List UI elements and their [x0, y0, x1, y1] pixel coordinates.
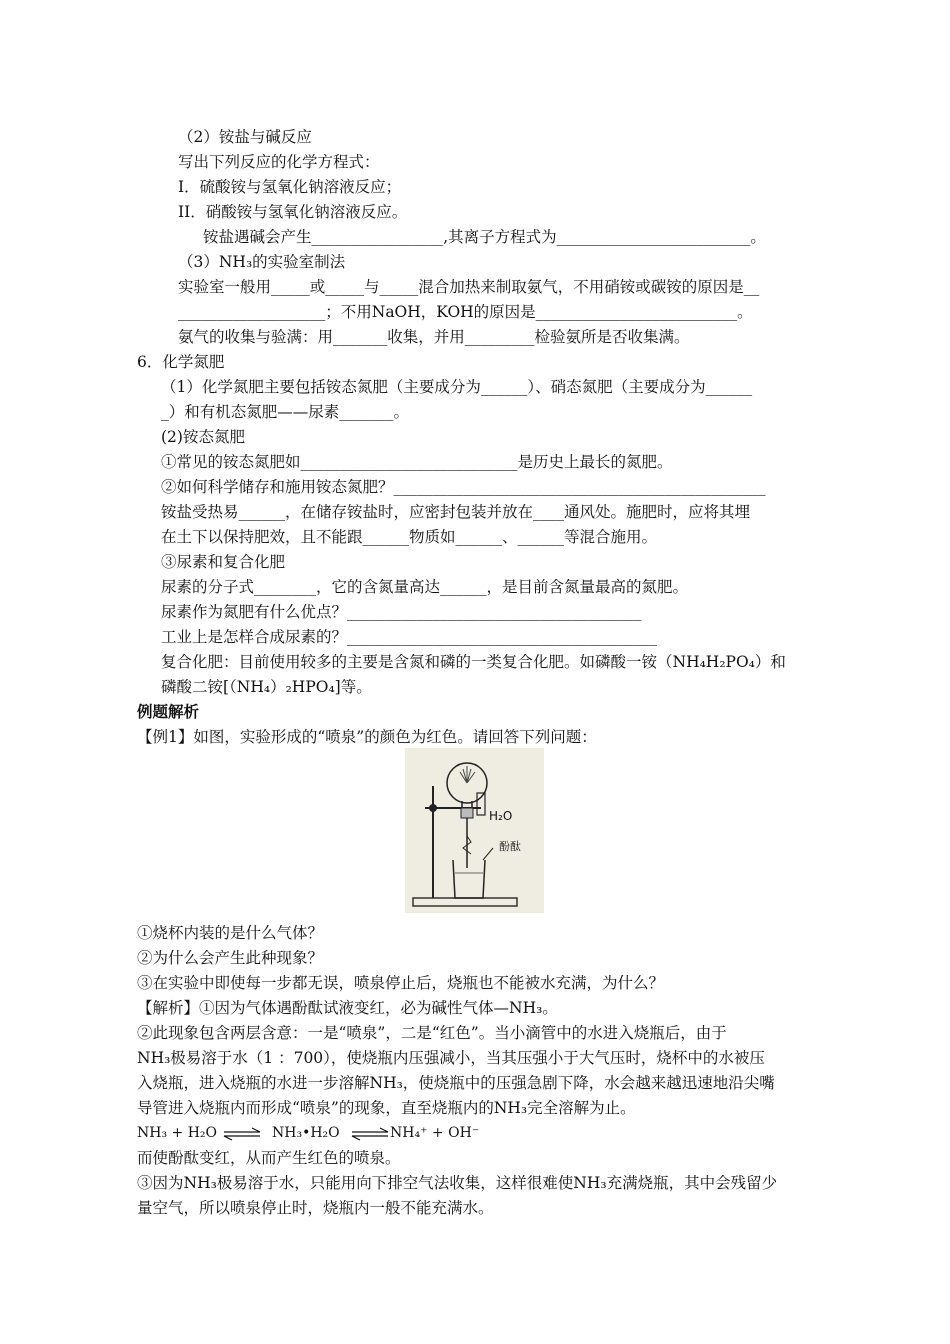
- text-line: 复合化肥：目前使用较多的主要是含氮和磷的一类复合化肥。如磷酸一铵（NH₄H₂PO₄）和: [161, 653, 786, 671]
- fill-in-line: _）和有机态氮肥——尿素_______。: [161, 403, 410, 421]
- text-line: 写出下列反应的化学方程式：: [178, 153, 380, 171]
- section-heading-fertilizer: 6．化学氮肥: [137, 353, 225, 371]
- fill-in-line: （1）化学氮肥主要包括铵态氮肥（主要成分为______）、硝态氮肥（主要成分为______: [161, 378, 753, 396]
- equation-reactants: NH₃ + H₂O: [137, 1125, 218, 1141]
- fill-in-line: 铵盐遇碱会产生_________________,其离子方程式为_________________________。: [203, 228, 766, 246]
- fill-in-line: 尿素的分子式________，它的含氮量高达______，是目前含氮量最高的氮肥。: [161, 578, 689, 596]
- fill-in-line: 工业上是怎样合成尿素的？________________________________________: [161, 628, 658, 646]
- analysis-line: 入烧瓶，进入烧瓶的水进一步溶解NH₃，使烧瓶中的压强急剧下降，水会越来越迅速地沿尖嘴: [137, 1074, 775, 1092]
- fill-in-line: ②如何科学储存和施用铵态氮肥？________________________________________________: [161, 478, 766, 496]
- question-3: ③在实验中即使每一步都无误，喷泉停止后，烧瓶也不能被水充满，为什么？: [137, 974, 665, 992]
- text-line: 磷酸二铵[（NH₄）₂HPO₄]等。: [161, 678, 372, 696]
- equilibrium-arrow-icon: [350, 1127, 390, 1141]
- analysis-line: 【解析】①因为气体遇酚酞试液变红，必为碱性气体—NH₃。: [137, 999, 558, 1017]
- water-label: H₂O: [489, 809, 513, 823]
- fill-in-line: 铵盐受热易______，在储存铵盐时，应密封包装并放在____通风处。施肥时，应将其埋: [161, 503, 751, 521]
- equilibrium-arrow-icon: [222, 1127, 262, 1141]
- analysis-line: 量空气，所以喷泉停止时，烧瓶内一般不能充满水。: [137, 1199, 494, 1217]
- text-line: II．硝酸铵与氢氧化钠溶液反应。: [178, 203, 408, 221]
- example-heading: 例题解析: [137, 703, 200, 721]
- question-2: ②为什么会产生此种现象？: [137, 949, 324, 967]
- example-question: 【例1】如图，实验形成的“喷泉”的颜色为红色。请回答下列问题：: [137, 728, 597, 746]
- fill-in-line: 氨气的收集与验满：用_______收集，并用_________检验氨所是否收集满。: [178, 328, 690, 346]
- section-heading-lab-prep: （3）NH₃的实验室制法: [178, 253, 346, 271]
- subsection-heading: (2)铵态氮肥: [161, 428, 245, 446]
- analysis-line: ③因为NH₃极易溶于水，只能用向下排空气法收集，这样很难使NH₃充满烧瓶，其中会残留少: [137, 1174, 778, 1192]
- analysis-line: 而使酚酞变红，从而产生红色的喷泉。: [137, 1149, 401, 1167]
- subsection-heading: ③尿素和复合化肥: [161, 553, 286, 571]
- analysis-line: NH₃极易溶于水（1 ：700），使烧瓶内压强减小，当其压强小于大气压时，烧杯中的水被压: [137, 1049, 765, 1067]
- analysis-line: 导管进入烧瓶内而形成“喷泉”的现象，直至烧瓶内的NH₃完全溶解为止。: [137, 1099, 636, 1117]
- analysis-line: ②此现象包含两层含意：一是“喷泉”，二是“红色”。当小滴管中的水进入烧瓶后，由于: [137, 1024, 727, 1042]
- fill-in-line: 尿素作为氮肥有什么优点？______________________________________: [161, 603, 642, 621]
- phenolphthalein-label: 酚酞: [499, 840, 521, 853]
- equation-products: NH₄⁺ + OH⁻: [390, 1125, 480, 1141]
- question-1: ①烧杯内装的是什么气体？: [137, 924, 324, 942]
- equation-intermediate: NH₃•H₂O: [272, 1125, 340, 1141]
- section-heading-ammonium-base: （2）铵盐与碱反应: [178, 128, 312, 146]
- fill-in-line: ①常见的铵态氮肥如____________________________是历史上最长的氮肥。: [161, 453, 673, 471]
- fountain-experiment-figure: [405, 748, 544, 913]
- fill-in-line: 在土下以保持肥效，且不能跟______物质如______、______等混合施用。: [161, 528, 658, 546]
- fill-in-line: ___________________；不用NaOH，KOH的原因是__________________________。: [178, 303, 753, 321]
- text-line: I．硫酸铵与氢氧化钠溶液反应；: [178, 178, 402, 196]
- fill-in-line: 实验室一般用_____或_____与_____混合加热来制取氨气，不用硝铵或碳铵的原因是__: [178, 278, 760, 296]
